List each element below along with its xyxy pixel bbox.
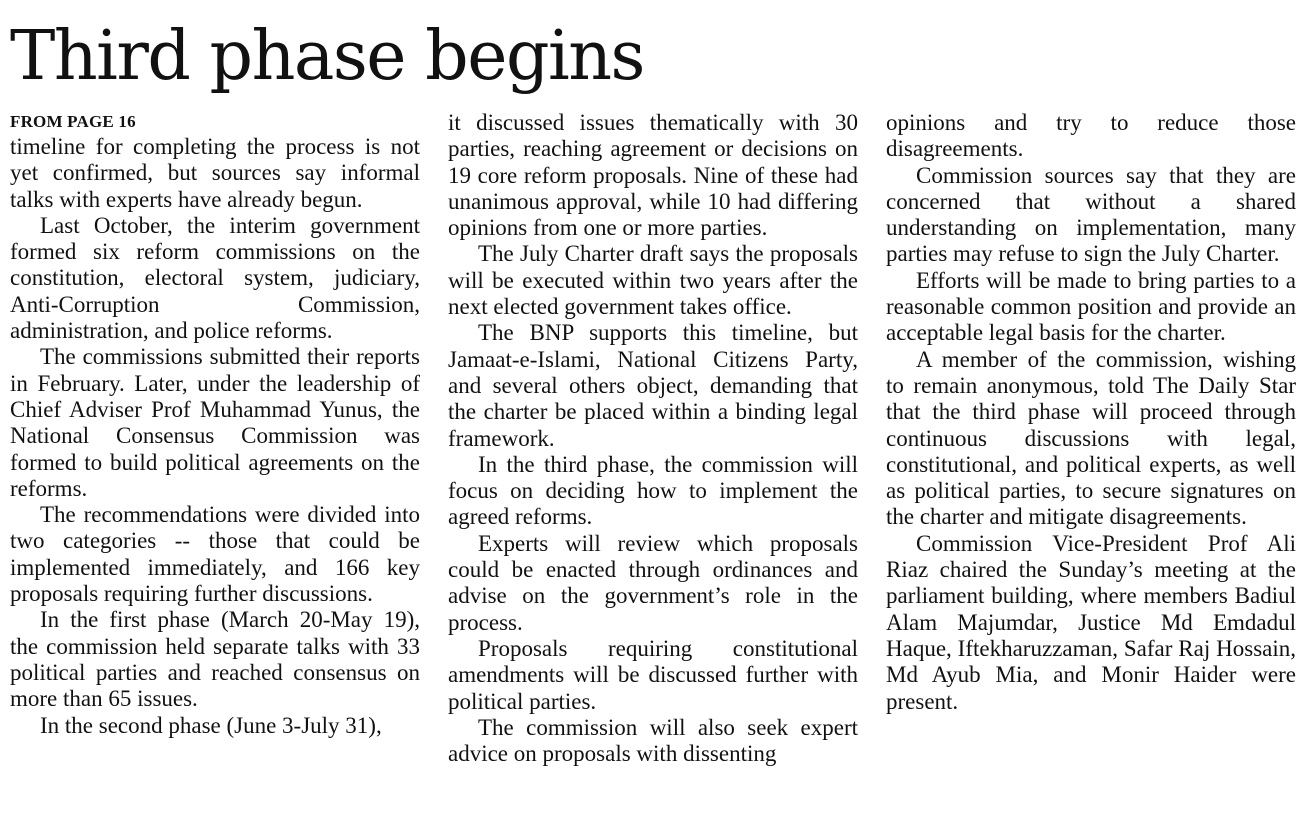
paragraph: it discussed issues thematically with 30 parties, reaching agreement or decisions on 19 core reform proposals. Nine of these had unanimous approval, while 10 had differing opinions from one or more parties. [448, 110, 858, 241]
paragraph: Commission sources say that they are concerned that without a shared understanding on implementation, many parties may refuse to sign the July Charter. [886, 162, 1296, 267]
paragraph: The commissions submitted their reports in February. Later, under the leadership of Chief Adviser Prof Muhammad Yunus, the National Consensus Commission was formed to build political agreements on the reforms. [10, 344, 420, 501]
paragraph: Commission Vice-President Prof Ali Riaz chaired the Sunday’s meeting at the parliament building, where members Badiul Alam Majumdar, Justice Md Emdadul Haque, Iftekharuzzaman, Safar Raj Hossain, Md Ayub Mia, and Monir Haider were present. [886, 530, 1296, 714]
paragraph: Experts will review which proposals could be enacted through ordinances and advise on the government’s role in the process. [448, 530, 858, 635]
headline: Third phase begins [10, 17, 644, 96]
paragraph: Efforts will be made to bring parties to a reasonable common position and provide an acceptable legal basis for the charter. [886, 267, 1296, 346]
paragraph: The July Charter draft says the proposals will be executed within two years after the next elected government takes office. [448, 241, 858, 320]
paragraph: In the first phase (March 20-May 19), the commission held separate talks with 33 political parties and reached consensus on more than 65 issues. [10, 607, 420, 712]
paragraph: The commission will also seek expert advice on proposals with dissenting [448, 714, 858, 767]
paragraph: The recommendations were divided into two categories -- those that could be implemented immediately, and 166 key proposals requiring further discussions. [10, 502, 420, 607]
paragraph: Last October, the interim government formed six reform commissions on the constitution, electoral system, judiciary, Anti-Corruption Commission, administration, and police reforms. [10, 212, 420, 344]
article-column-3 [886, 110, 1296, 715]
paragraph: In the third phase, the commission will focus on deciding how to implement the agreed reforms. [448, 451, 858, 530]
article-column-1 [10, 110, 420, 739]
paragraph: opinions and try to reduce those disagreements. [886, 110, 1296, 162]
jump-label: FROM PAGE 16 [10, 112, 136, 131]
paragraph: Proposals requiring constitutional amendments will be discussed further with political parties. [448, 635, 858, 714]
paragraph: The BNP supports this timeline, but Jamaat-e-Islami, National Citizens Party, and several others object, demanding that the charter be placed within a binding legal framework. [448, 320, 858, 451]
article-column-2 [448, 110, 858, 767]
paragraph: A member of the commission, wishing to remain anonymous, told The Daily Star that the third phase will proceed through continuous discussions with legal, constitutional, and political experts, as well as political parties, to secure signatures on the charter and mitigate disagreements. [886, 346, 1296, 530]
paragraph: In the second phase (June 3-July 31), [40, 712, 382, 738]
paragraph: timeline for completing the process is not yet confirmed, but sources say informal talks with experts have already begun. [10, 134, 420, 212]
